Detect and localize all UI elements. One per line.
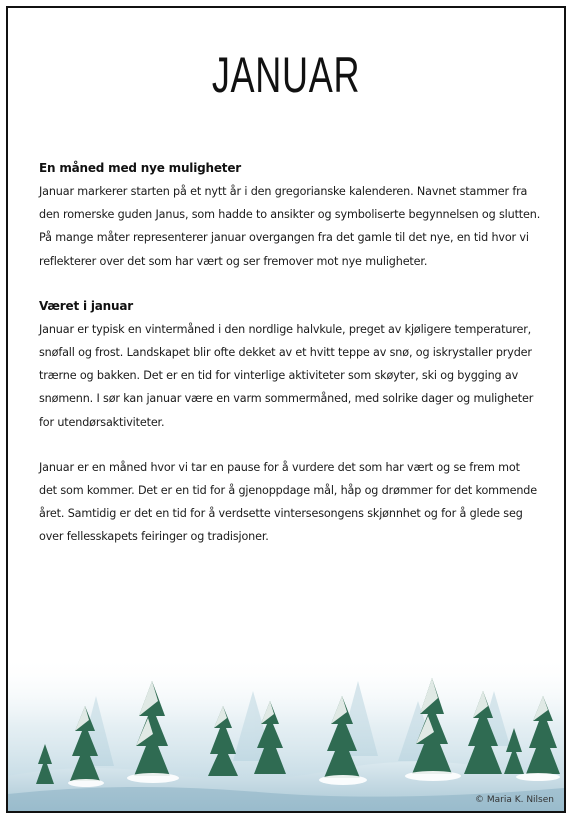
- article-body: [39, 157, 541, 571]
- copyright-notice: © Maria K. Nilsen: [474, 795, 554, 805]
- worksheet-page: [6, 6, 566, 813]
- section-weather: [39, 295, 541, 434]
- section-paragraph: Januar er en måned hvor vi tar en pause for å vurdere det som har vært og se frem mot det som kommer. Det er en tid for å gjenoppdage mål, håp og drømmer for det kommende året. Samtidig er det en tid for å verdsette vintersesongens skjønnhet og for å glede seg over fellesskapets feiringer og tradisjoner.: [39, 460, 537, 544]
- section-reflection: [39, 456, 541, 549]
- section-paragraph: Januar markerer starten på et nytt år i den gregorianske kalenderen. Navnet stammer fra den romerske guden Janus, som hadde to ansikter og symboliserte begynnelsen og slutten. På mange måter representerer januar overgangen fra det gamle til det nye, en tid hvor vi reflekterer over det som har vært og ser fremover mot nye muligheter.: [39, 185, 541, 268]
- page-title: JANUAR: [211, 47, 361, 103]
- section-heading: Været i januar: [39, 298, 133, 313]
- section-paragraph: Januar er typisk en vintermåned i den nordlige halvkule, preget av kjøligere temperaturer, snøfall og frost. Landskapet blir ofte dekket av et hvitt teppe av snø, og iskrystaller pryder trærne og bakken. Det er en tid for vinterlige aktiviteter som skøyter, ski og bygging av snømenn. I sør kan januar være en varm sommermåned, med solrike dager og muligheter for utendørsaktiviteter.: [39, 322, 534, 429]
- winter-forest-illustration: [8, 596, 564, 811]
- section-new-opportunities: [39, 157, 541, 273]
- section-heading: En måned med nye muligheter: [39, 161, 241, 175]
